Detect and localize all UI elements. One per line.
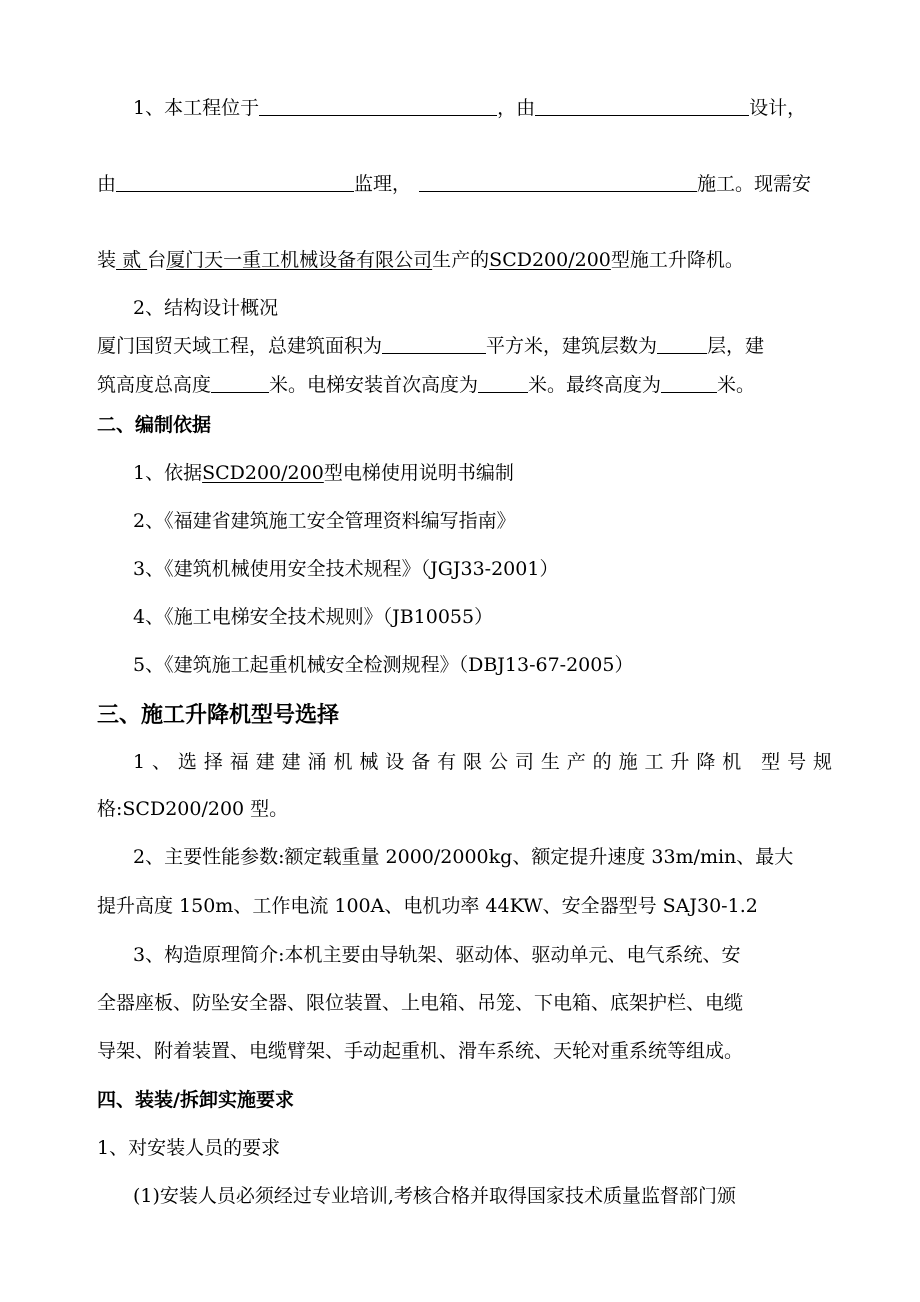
manufacturer-name: 厦门天一重工机械设备有限公司 xyxy=(166,249,433,271)
final-height-label: 米。最终高度为 xyxy=(528,374,662,396)
install-mid: 生产的 xyxy=(432,249,490,271)
basis-item-1-prefix: 1、依据 xyxy=(133,462,203,484)
contractor-blank xyxy=(419,173,697,192)
params-line-2: 提升高度 150m、工作电流 100A、电机功率 44KW、安全器型号 SAJ30-1.2 xyxy=(97,895,758,917)
requirement-subheading: 1、对安装人员的要求 xyxy=(97,1137,281,1159)
basis-item-3: 3、《建筑机械使用安全技术规程》（JGJ33-2001） xyxy=(133,558,559,580)
contractor-suffix: 施工。现需安 xyxy=(697,173,812,195)
final-height-suffix: 米。 xyxy=(717,374,756,396)
floors-suffix: 层，建 xyxy=(707,335,765,357)
height-line xyxy=(97,373,755,397)
basis-item-4: 4、《施工电梯安全技术规则》（JB10055） xyxy=(133,606,494,628)
final-height-blank xyxy=(661,374,717,393)
area-blank xyxy=(382,335,486,354)
designer-prefix: ，由 xyxy=(497,97,536,119)
basis-item-5: 5、《建筑施工起重机械安全检测规程》（DBJ13-67-2005） xyxy=(133,654,634,676)
install-line xyxy=(97,248,744,272)
structure-line-2: 全器座板、防坠安全器、限位装置、上电箱、吊笼、下电箱、底架护栏、电缆 xyxy=(97,992,744,1014)
install-unit: 台 xyxy=(147,249,167,271)
location-blank xyxy=(259,97,497,116)
area-line xyxy=(97,334,764,358)
first-install-blank xyxy=(478,374,528,393)
selection-line-2: 格:SCD200/200 型。 xyxy=(97,798,289,820)
section-heading-basis: 二、编制依据 xyxy=(97,414,212,436)
supervisor-prefix: 由 xyxy=(97,173,117,195)
floors-blank xyxy=(657,335,707,354)
supervisor-suffix: 监理， xyxy=(354,173,412,195)
basis-item-1 xyxy=(133,461,514,485)
floors-label: 平方米，建筑层数为 xyxy=(486,335,658,357)
install-suffix: 型施工升降机。 xyxy=(610,249,744,271)
install-count-value: 贰 xyxy=(122,249,142,271)
basis-item-1-model: SCD200/200 xyxy=(202,462,324,484)
requirement-item-1: (1)安装人员必须经过专业培训,考核合格并取得国家技术质量监督部门颁 xyxy=(133,1185,736,1207)
structure-line-3: 导架、附着装置、电缆臂架、手动起重机、滑车系统、天轮对重系统等组成。 xyxy=(97,1040,744,1062)
params-line-1: 2、主要性能参数:额定载重量 2000/2000kg、额定提升速度 33m/min、最大 xyxy=(133,846,794,868)
first-install-label: 米。电梯安装首次高度为 xyxy=(269,374,479,396)
section-heading-model-selection: 三、施工升降机型号选择 xyxy=(97,702,340,728)
project-location-line xyxy=(133,96,806,120)
location-label: 1、本工程位于 xyxy=(133,97,260,119)
structure-overview-title: 2、结构设计概况 xyxy=(133,297,279,319)
basis-item-2: 2、《福建省建筑施工安全管理资料编写指南》 xyxy=(133,510,516,532)
designer-suffix: 设计， xyxy=(749,97,807,119)
elevator-model: SCD200/200 xyxy=(489,249,611,271)
install-count xyxy=(116,249,147,271)
designer-blank xyxy=(535,97,749,116)
section-heading-requirements: 四、装装/拆卸实施要求 xyxy=(97,1089,294,1111)
supervisor-line xyxy=(97,172,811,196)
area-label: 厦门国贸天域工程，总建筑面积为 xyxy=(97,335,383,357)
selection-line-1: 1、选择福建建涌机械设备有限公司生产的施工升降机 型号规 xyxy=(133,751,832,773)
height-blank xyxy=(211,374,269,393)
supervisor-blank xyxy=(116,173,354,192)
basis-item-1-suffix: 型电梯使用说明书编制 xyxy=(323,462,514,484)
height-label: 筑高度总高度 xyxy=(97,374,212,396)
install-prefix: 装 xyxy=(97,249,117,271)
structure-line-1: 3、构造原理简介:本机主要由导轨架、驱动体、驱动单元、电气系统、安 xyxy=(133,944,741,966)
